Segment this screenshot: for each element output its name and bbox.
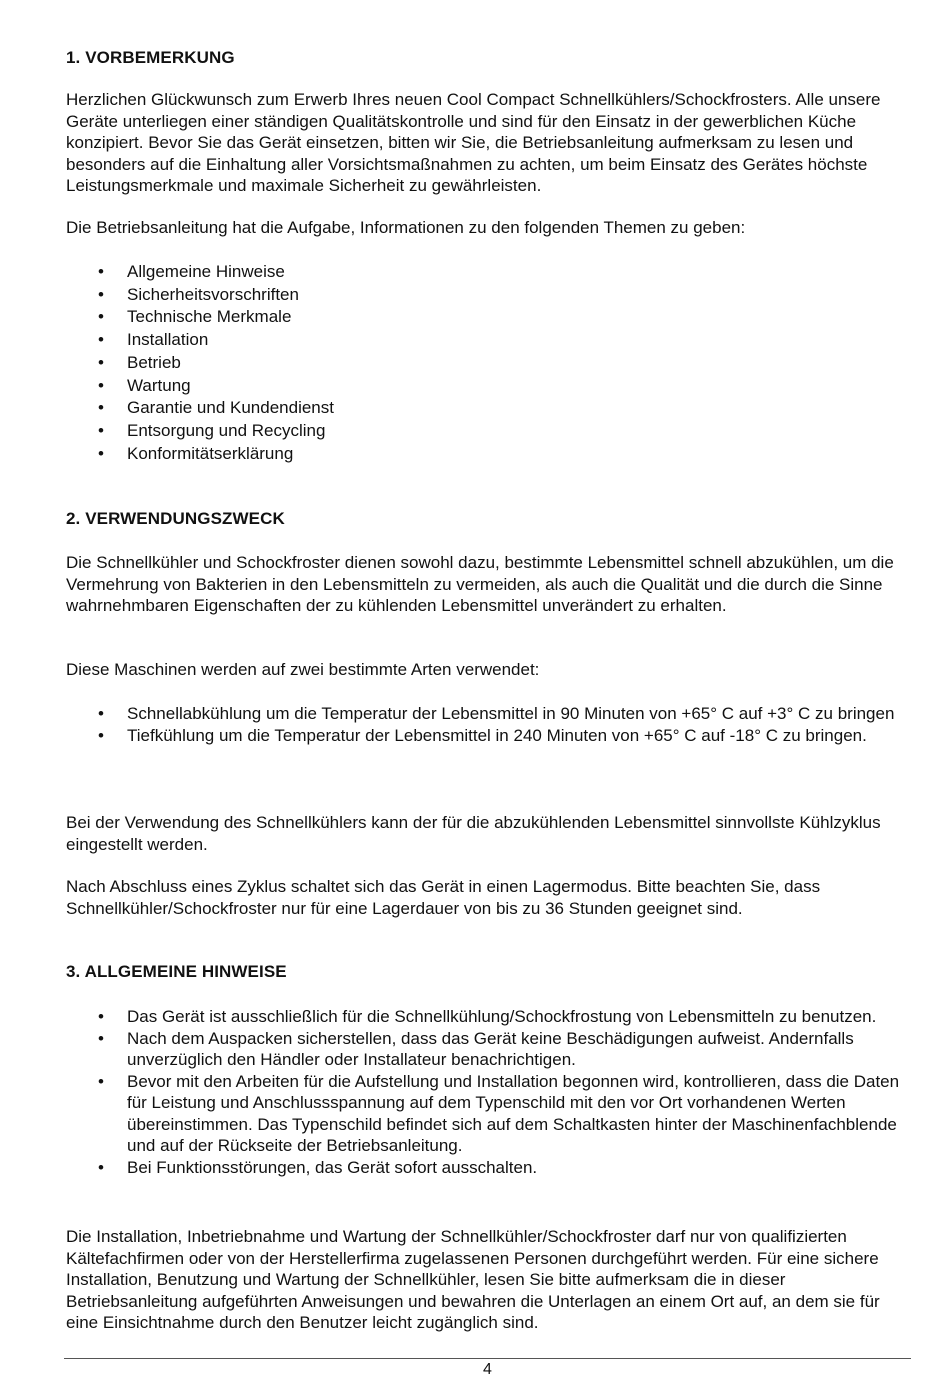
- list-item: • Bevor mit den Arbeiten für die Aufstellung und Installation begonnen wird, kontrollieren, dass die Daten für Leistung und Anschlussspannung auf dem Typenschild mit den vor Ort vorhandenen Werten übereinstimmen. Das Typenschild befindet sich auf dem Schaltkasten hinter der Maschinenfachblende und auf der Rückseite der Betriebsanleitung.: [98, 1071, 900, 1155]
- notes-list: [66, 1006, 916, 1178]
- paragraph-intro: Herzlichen Glückwunsch zum Erwerb Ihres neuen Cool Compact Schnellkühlers/Schockfrosters. Alle unsere Geräte unterliegen einer ständigen Qualitätskontrolle und sind für den Einsatz in der gewerblichen Küche konzipiert. Bevor Sie das Gerät einsetzen, bitten wir Sie, die Betriebsanleitung aufmerksam zu lesen und besonders auf die Einhaltung aller Vorsichtsmaßnahmen zu achten, um beim Einsatz des Gerätes höchste Leistungsmerkmale und maximale Sicherheit zu gewährleisten.: [66, 90, 881, 195]
- list-item: • Nach dem Auspacken sicherstellen, dass das Gerät keine Beschädigungen aufweist. Andernfalls unverzüglich den Händler oder Installateur benachrichtigen.: [98, 1028, 854, 1069]
- list-item: • Technische Merkmale: [66, 306, 916, 329]
- list-item: • Bei Funktionsstörungen, das Gerät sofort ausschalten.: [98, 1157, 538, 1177]
- paragraph-body: Bei der Verwendung des Schnellkühlers kann der für die abzukühlenden Lebensmittel sinnvollste Kühlzyklus eingestellt werden.: [66, 813, 881, 854]
- bullet-glyph: •: [98, 420, 104, 440]
- list-item: • Garantie und Kundendienst: [66, 397, 916, 420]
- paragraph-intro: Die Schnellkühler und Schockfroster dienen sowohl dazu, bestimmte Lebensmittel schnell abzukühlen, um die Vermehrung von Bakterien in den Lebensmitteln zu vermeiden, als auch die Qualität und die durch die Sinne wahrnehmbaren Eigenschaften der zu kühlenden Lebensmittel unverändert zu erhalten.: [66, 553, 894, 615]
- bullet-glyph: •: [98, 375, 104, 395]
- bullet-glyph: •: [98, 262, 104, 281]
- usage-list: [66, 703, 916, 746]
- paragraph-body: Nach Abschluss eines Zyklus schaltet sich das Gerät in einen Lagermodus. Bitte beachten Sie, dass Schnellkühler/Schockfroster nur für eine Lagerdauer von bis zu 36 Stunden geeignet sind.: [66, 877, 821, 918]
- page-number: 4: [483, 1361, 492, 1378]
- bullet-glyph: •: [98, 1071, 104, 1091]
- bullet-glyph: •: [98, 307, 104, 327]
- list-item: • Tiefkühlung um die Temperatur der Lebensmittel in 240 Minuten von +65° C auf -18° C zu bringen.: [98, 725, 867, 745]
- list-item: • Das Gerät ist ausschließlich für die Schnellkühlung/Schockfrostung von Lebensmitteln zu benutzen.: [98, 1007, 877, 1026]
- footer-divider: [64, 1358, 911, 1359]
- list-item: • Entsorgung und Recycling: [66, 420, 916, 443]
- bullet-glyph: •: [98, 284, 104, 304]
- bullet-glyph: •: [98, 1007, 104, 1026]
- list-item: • Wartung: [66, 375, 916, 398]
- topic-list: [66, 261, 916, 465]
- list-item: • Konformitätserklärung: [66, 443, 916, 466]
- bullet-glyph: •: [98, 352, 104, 372]
- bullet-glyph: •: [98, 330, 104, 350]
- section-heading-verwendungszweck: 2. VERWENDUNGSZWECK: [66, 509, 285, 528]
- list-item: • Installation: [66, 329, 916, 352]
- bullet-glyph: •: [98, 443, 104, 463]
- bullet-glyph: •: [98, 1028, 104, 1048]
- section-heading-vorbemerkung: 1. VORBEMERKUNG: [66, 48, 235, 67]
- paragraph-lead: Diese Maschinen werden auf zwei bestimmte Arten verwendet:: [66, 660, 540, 679]
- section-heading-allgemeine-hinweise: 3. ALLGEMEINE HINWEISE: [66, 962, 287, 981]
- paragraph-lead: Die Betriebsanleitung hat die Aufgabe, Informationen zu den folgenden Themen zu geben:: [66, 218, 746, 237]
- bullet-glyph: •: [98, 704, 104, 723]
- list-item: • Sicherheitsvorschriften: [66, 284, 916, 307]
- list-item: • Allgemeine Hinweise: [66, 261, 916, 284]
- bullet-glyph: •: [98, 725, 104, 745]
- bullet-glyph: •: [98, 398, 104, 418]
- list-item: • Schnellabkühlung um die Temperatur der Lebensmittel in 90 Minuten von +65° C auf +3° C zu bringen: [98, 704, 895, 723]
- bullet-glyph: •: [98, 1157, 104, 1177]
- paragraph-body: Die Installation, Inbetriebnahme und Wartung der Schnellkühler/Schockfroster darf nur von qualifizierten Kältefachfirmen oder von der Herstellerfirma zugelassenen Personen durchgeführt werden. Für eine sichere Installation, Benutzung und Wartung der Schnellkühler, lesen Sie bitte aufmerksam die in dieser Betriebsanleitung aufgeführten Anweisungen und bewahren die Unterlagen an einem Ort auf, an dem sie für eine Einsichtnahme durch den Benutzer leicht zugänglich sind.: [66, 1227, 880, 1332]
- list-item: • Betrieb: [66, 352, 916, 375]
